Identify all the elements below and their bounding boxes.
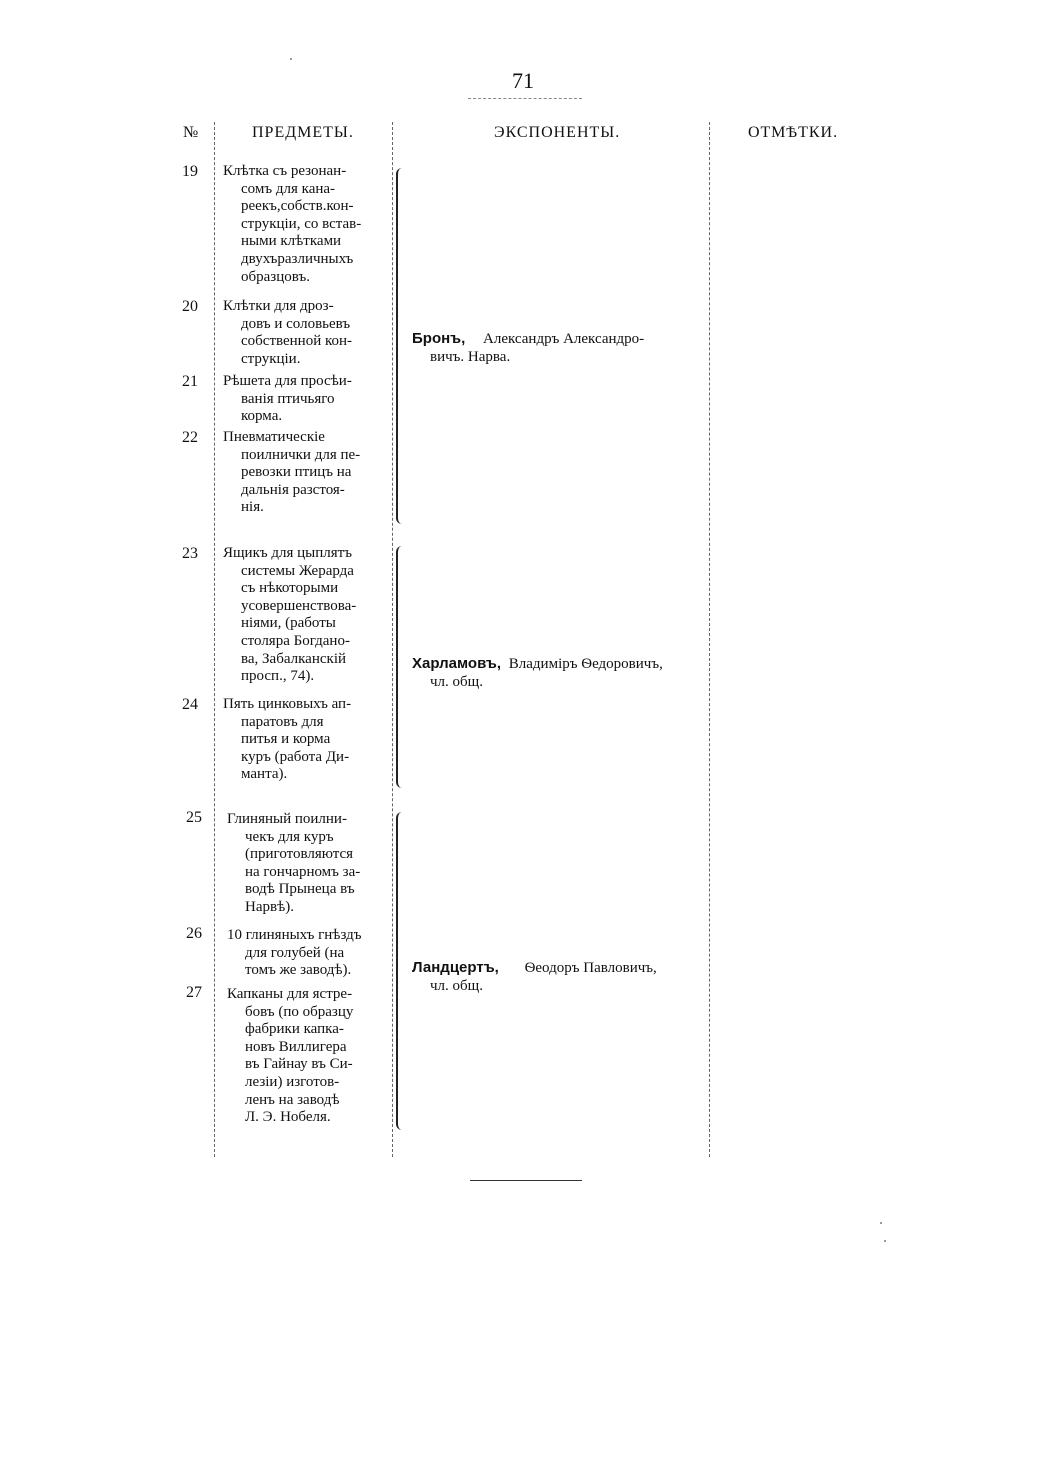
item-line: столяра Богдано- [241, 632, 350, 649]
item-line: Капканы для ястре- [227, 986, 353, 1002]
item-line: ными клѣтками [241, 233, 342, 250]
entry-number: 26 [186, 925, 202, 942]
entry-number: 20 [182, 298, 198, 315]
item-line: Пневматическіе [223, 429, 325, 445]
item-line: (приготовляются [245, 846, 354, 863]
item-line: ленъ на заводѣ [245, 1091, 340, 1108]
item-line: томъ же заводѣ). [245, 962, 352, 979]
exhibitor-name: Ландцертъ, [412, 959, 499, 976]
item-line: Глиняный поилни- [227, 811, 347, 827]
item-line: двухъразличныхъ [241, 250, 354, 267]
item-line: паратовъ для [241, 713, 324, 730]
item-description [223, 298, 387, 368]
item-description [223, 696, 387, 784]
item-line: съ нѣкоторыми [241, 580, 339, 597]
exhibitor-name: Харламовъ, [412, 655, 502, 672]
item-line: усовершенствова- [241, 597, 357, 614]
group-brace [396, 812, 404, 1130]
exhibitor-name-rest: Александръ Александро- [483, 331, 645, 347]
item-line: довъ и соловьевъ [241, 315, 351, 332]
item-description [223, 429, 387, 517]
item-line: новъ Виллигера [245, 1038, 347, 1055]
scan-speck [880, 1222, 882, 1224]
page-number-rule [468, 98, 582, 99]
item-line: фабрики капка- [245, 1021, 344, 1038]
group-brace [396, 168, 404, 524]
exhibitor-detail: чл. общ. [430, 674, 483, 690]
item-line: корма. [241, 408, 283, 425]
item-line: питья и корма [241, 731, 331, 748]
item-line: просп., 74). [241, 668, 315, 685]
item-description [223, 545, 387, 686]
page-number: 71 [512, 68, 534, 93]
item-line: на гончарномъ за- [245, 863, 361, 880]
item-line: Рѣшета для просѣи- [223, 373, 352, 389]
header-number: № [183, 124, 200, 141]
bottom-rule [470, 1180, 582, 1181]
item-line: сомъ для кана- [241, 180, 336, 197]
entry-number: 19 [182, 163, 198, 180]
item-line: дальнія разстоя- [241, 481, 345, 498]
item-line: для голубей (на [245, 944, 345, 961]
item-line: собственной кон- [241, 333, 353, 350]
column-divider-number [214, 122, 215, 1157]
header-items: ПРЕДМЕТЫ. [252, 124, 354, 141]
item-line: бовъ (по образцу [245, 1003, 354, 1020]
item-line: ніями, (работы [241, 615, 336, 632]
exhibitor-detail: вичъ. Нарва. [430, 349, 511, 365]
item-line: манта). [241, 766, 288, 783]
item-line: ванія птичьяго [241, 390, 335, 407]
item-line: Ящикъ для цыплятъ [223, 545, 352, 561]
entry-number: 24 [182, 696, 198, 713]
item-line: 10 глиняныхъ гнѣздъ [227, 927, 362, 943]
item-line: ва, Забалканскій [241, 650, 347, 667]
entry-number: 23 [182, 545, 198, 562]
item-description [223, 373, 387, 426]
item-line: образцовъ. [241, 268, 310, 285]
item-line: водѣ Прынеца въ [245, 881, 355, 898]
exhibitor-name-rest: Ѳеодоръ Павловичъ, [524, 960, 657, 976]
item-description [227, 811, 391, 917]
entry-number: 22 [182, 429, 198, 446]
header-exhibitors: ЭКСПОНЕНТЫ. [494, 124, 621, 141]
group-brace [396, 546, 404, 788]
item-line: лезіи) изготов- [245, 1073, 340, 1090]
item-line: чекъ для куръ [245, 828, 334, 845]
scan-speck [290, 58, 292, 60]
item-line: струкціи. [241, 350, 301, 367]
item-line: Клѣтки для дроз- [223, 298, 334, 314]
item-line: въ Гайнау въ Си- [245, 1056, 353, 1073]
column-divider-exhibitors [709, 122, 710, 1157]
item-line: Пять цинковыхъ ап- [223, 696, 352, 712]
item-line: ревозки птицъ на [241, 464, 352, 481]
item-line: реекъ,собств.кон- [241, 198, 354, 215]
exhibitor-detail: чл. общ. [430, 978, 483, 994]
item-line: Клѣтка съ резонан- [223, 163, 347, 179]
exhibitor-name-rest: Владиміръ Ѳедоровичъ, [508, 656, 663, 672]
item-line: Л. Э. Нобеля. [245, 1109, 331, 1126]
scan-speck [884, 1240, 886, 1242]
item-line: куръ (работа Ди- [241, 748, 350, 765]
entry-number: 27 [186, 984, 202, 1001]
header-remarks: ОТМѢТКИ. [748, 124, 839, 141]
exhibitor-entry [412, 330, 702, 366]
entry-number: 25 [186, 809, 202, 826]
item-description [223, 163, 387, 286]
column-divider-items [392, 122, 393, 1157]
exhibitor-entry [412, 655, 702, 691]
item-line: струкціи, со встав- [241, 215, 362, 232]
item-line: Нарвѣ). [245, 898, 294, 915]
exhibitor-name: Бронъ, [412, 330, 466, 347]
item-line: системы Жерарда [241, 562, 354, 579]
item-description [227, 927, 391, 980]
item-line: нія. [241, 499, 264, 516]
item-line: поилнички для пе- [241, 446, 361, 463]
item-description [227, 986, 391, 1127]
entry-number: 21 [182, 373, 198, 390]
exhibitor-entry [412, 959, 702, 995]
